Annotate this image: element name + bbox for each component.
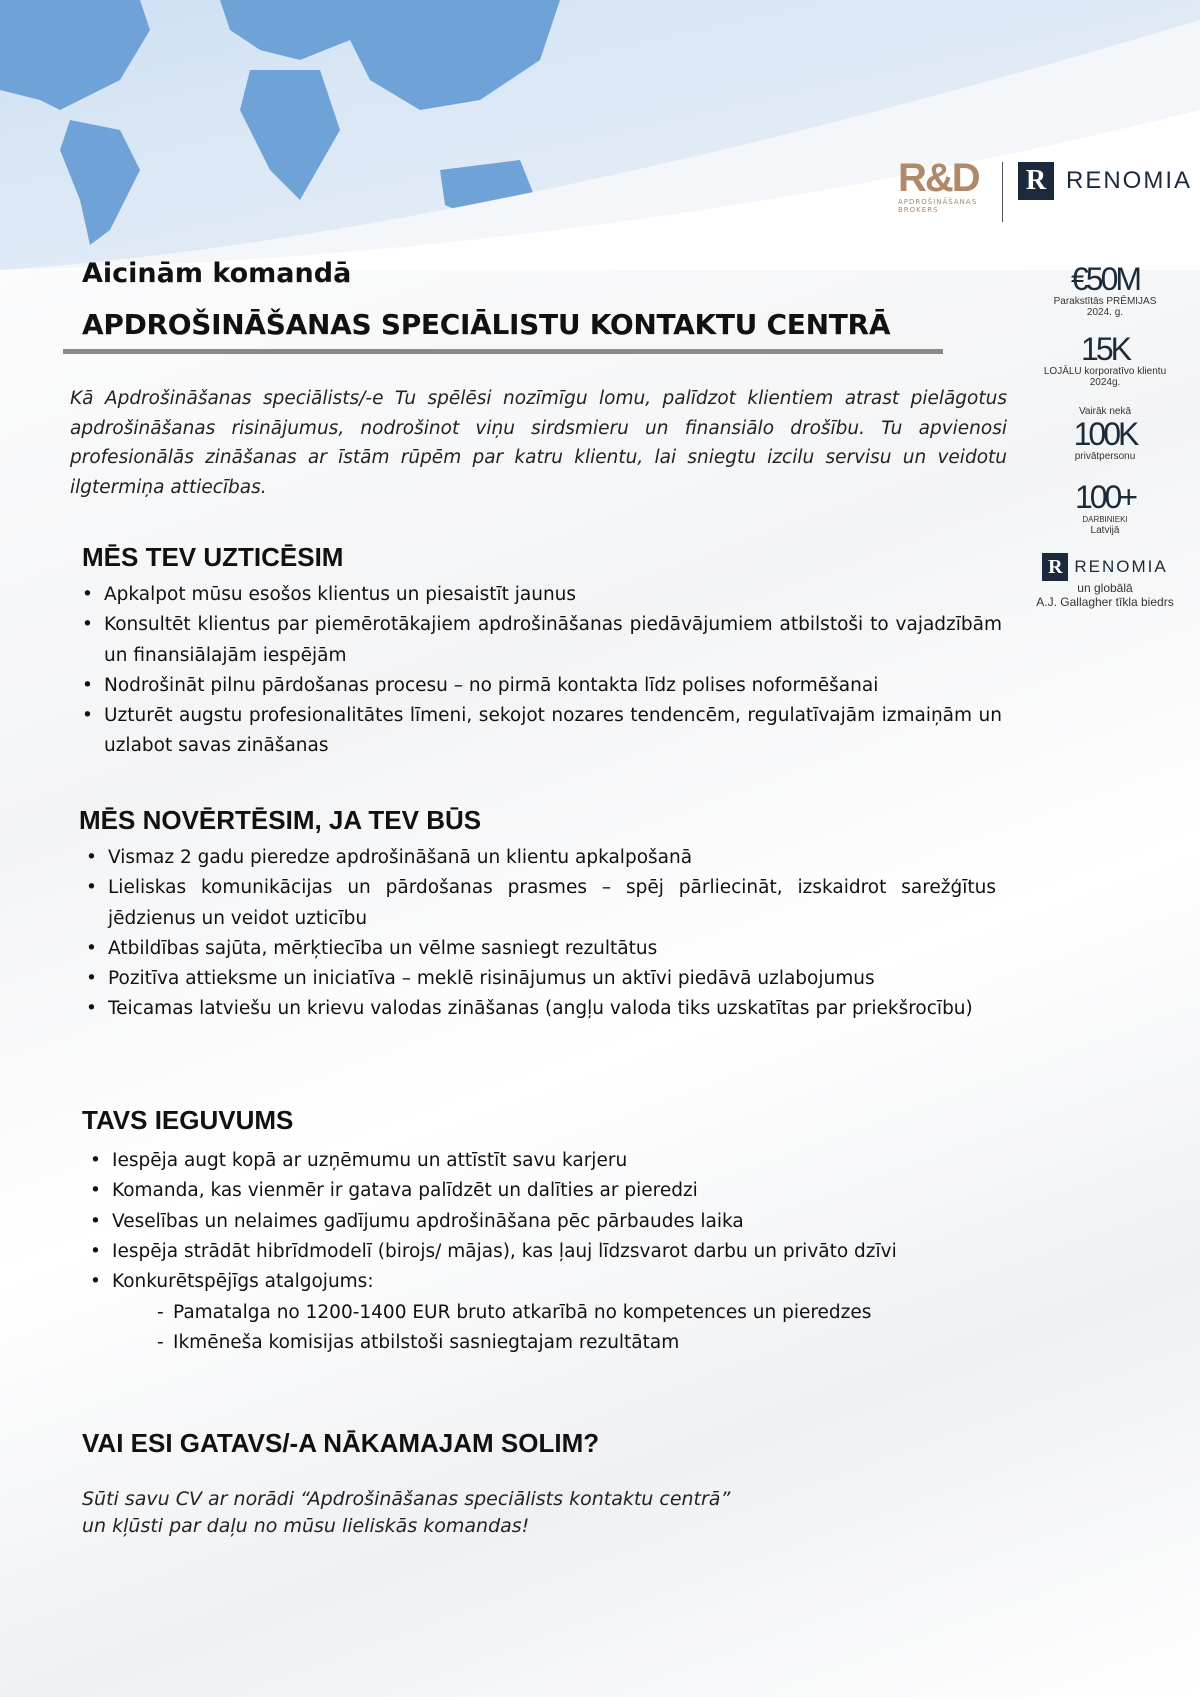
page-title: APDROŠINĀŠANAS SPECIĀLISTU KONTAKTU CENTRĀ <box>82 308 891 341</box>
list-item: • Komanda, kas vienmēr ir gatava palīdzēt un dalīties ar pieredzi <box>88 1176 1000 1206</box>
header-banner <box>0 0 1200 270</box>
list-item: • Pozitīva attieksme un iniciatīva – meklē risinājumus un aktīvi piedāvā uzlabojumus <box>84 964 996 994</box>
renomia-small-logo: R RENOMIA <box>1020 553 1190 581</box>
list-item: • Nodrošināt pilnu pārdošanas procesu – no pirmā kontakta līdz polises noformēšanai <box>80 671 1002 701</box>
logo-divider <box>1002 162 1003 222</box>
cta-line: Sūti savu CV ar norādi “Apdrošināšanas speciālists kontaktu centrā” <box>82 1488 731 1510</box>
list-item: • Vismaz 2 gadu pieredze apdrošināšanā un klientu apkalpošanā <box>84 843 996 873</box>
list-item: • Teicamas latviešu un krievu valodas zināšanas (angļu valoda tiks uzskatītas par priekšrocību) <box>84 994 996 1024</box>
stat-employees: 100+ DARBINIEKI Latvijā <box>1074 479 1136 536</box>
renomia-logo: R RENOMIA <box>1018 162 1192 200</box>
list-item: • Iespēja augt kopā ar uzņēmumu un attīstīt savu karjeru <box>88 1146 1000 1176</box>
list-item: • Lieliskas komunikācijas un pārdošanas prasmes – spēj pārliecināt, izskaidrot sarežģītus jēdzienus un veidot uzticību <box>84 873 996 934</box>
list-item: • Konsultēt klientus par piemērotākajiem apdrošināšanas piedāvājumiem atbilstoši to vajadzībām un finansiālajām iespējām <box>80 610 1002 671</box>
rd-logo: R&D APDROŠINĀŠANAS BROKERS <box>898 156 979 214</box>
cta-line: un kļūsti par daļu no mūsu lieliskās komandas! <box>82 1515 530 1537</box>
world-map-image <box>0 0 1200 270</box>
sub-list-item: - Ikmēneša komisijas atbilstoši sasniegtajam rezultātam <box>157 1328 957 1358</box>
cta-heading: VAI ESI GATAVS/-A NĀKAMAJAM SOLIM? <box>82 1428 600 1458</box>
salary-sublist <box>157 1298 957 1359</box>
list-item: • Iespēja strādāt hibrīdmodelī (birojs/ mājas), kas ļauj līdzsvarot darbu un privāto dzīvi <box>88 1237 1000 1267</box>
sub-list-item: - Pamatalga no 1200-1400 EUR bruto atkarībā no kompetences un pieredzes <box>157 1298 957 1328</box>
list-item: • Atbildības sajūta, mērķtiecība un vēlme sasniegt rezultātus <box>84 934 996 964</box>
section-heading-responsibilities: MĒS TEV UZTICĒSIM <box>82 542 344 572</box>
section-heading-requirements: MĒS NOVĒRTĒSIM, JA TEV BŪS <box>79 805 482 835</box>
cta-text <box>82 1486 730 1540</box>
title-intro: Aicinām komandā <box>82 258 352 289</box>
responsibilities-list <box>80 580 1002 762</box>
network-badge: R RENOMIA un globālā A.J. Gallagher tīkla biedrs <box>1020 553 1190 609</box>
section-heading-benefits: TAVS IEGUVUMS <box>82 1105 294 1135</box>
stat-corporate-clients: 15K LOJĀLU korporatīvo klientu 2024g. <box>1043 331 1167 388</box>
list-item: • Uzturēt augstu profesionalitātes līmeni, sekojot nozares tendencēm, regulatīvajām izmaiņām un uzlabot savas zināšanas <box>80 701 1002 762</box>
list-item: • Konkurētspējīgs atalgojums: <box>88 1267 1000 1297</box>
requirements-list <box>84 843 996 1025</box>
stat-private-clients: Vairāk nekā 100K privātpersonu <box>1073 406 1137 462</box>
intro-paragraph: Kā Apdrošināšanas speciālists/-e Tu spēlēsi nozīmīgu lomu, palīdzot klientiem atrast pielāgotus apdrošināšanas risinājumus, nodrošinot viņu sirdsmieru un finansiālo drošību. Tu apvienosi profesionālās zināšanas ar īstām rūpēm par katru klientu, lai sniegtu izcilu servisu un veidotu ilgtermiņa attiecības. <box>70 388 1007 498</box>
list-item: • Apkalpot mūsu esošos klientus un piesaistīt jaunus <box>80 580 1002 610</box>
list-item: • Veselības un nelaimes gadījumu apdrošināšana pēc pārbaudes laika <box>88 1207 1000 1237</box>
title-underline <box>63 349 943 354</box>
stat-premiums: €50M Parakstītās PRĒMIJAS 2024. g. <box>1053 261 1157 318</box>
benefits-list <box>88 1146 1000 1297</box>
